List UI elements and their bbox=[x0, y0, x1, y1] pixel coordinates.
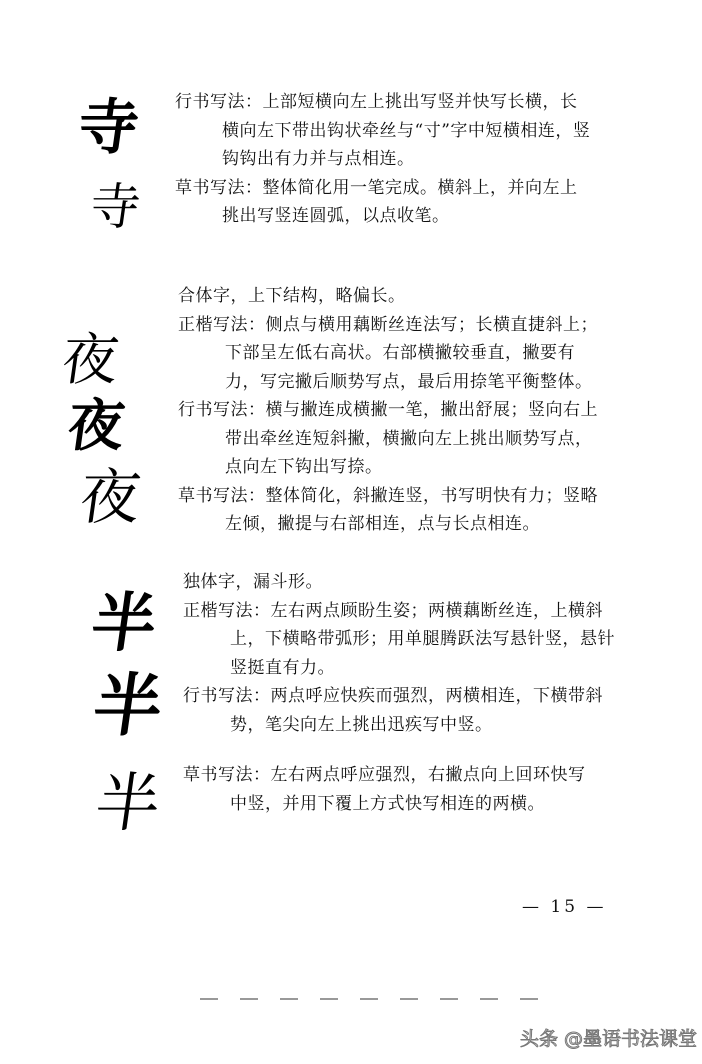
section-ye bbox=[178, 282, 598, 539]
paragraph-running-script bbox=[183, 682, 615, 739]
text-line: 合体字，上下结构，略偏长。 bbox=[178, 286, 406, 306]
text-line: 竖挺直有力。 bbox=[230, 657, 335, 678]
calligraphy-ban-cursive: 半 bbox=[90, 767, 166, 841]
text-line: 草书写法：整体简化用一笔完成。横斜上，并向左上 bbox=[175, 177, 578, 198]
text-line: 正楷写法：左右两点顾盼生姿；两横藕断丝连，上横斜 bbox=[183, 600, 603, 621]
calligraphy-ye-cursive: 夜 bbox=[75, 463, 145, 533]
paragraph-regular-script bbox=[178, 311, 598, 397]
paragraph-cursive-script bbox=[175, 174, 590, 231]
text-line: 正楷写法：侧点与横用藕断丝连法写；长横直捷斜上； bbox=[178, 314, 598, 335]
text-line: 草书写法：整体简化，斜撇连竖，书写明快有力；竖略 bbox=[178, 485, 598, 506]
text-line: 行书写法：两点呼应快疾而强烈，两横相连，下横带斜 bbox=[183, 686, 603, 706]
text-line: 行书写法：横与撇连成横撇一笔，撇出舒展；竖向右上 bbox=[178, 400, 598, 420]
paragraph-running-script bbox=[178, 396, 598, 482]
calligraphy-ban-regular: 半 bbox=[86, 586, 162, 661]
text-line: 下部呈左低右高状。右部横撇较垂直，撇要有 bbox=[225, 343, 575, 363]
watermark: 头条 @墨语书法课堂 bbox=[520, 1028, 698, 1050]
scan-artifact-line bbox=[200, 998, 540, 1000]
paragraph-cursive-script bbox=[178, 482, 598, 539]
text-line: 中竖，并用下覆上方式快写相连的两横。 bbox=[230, 793, 545, 814]
calligraphy-ban-running: 半 bbox=[88, 666, 168, 746]
text-line: 横向左下带出钩状牵丝与“寸”字中短横相连，竖 bbox=[222, 120, 591, 141]
section-si bbox=[175, 88, 590, 231]
text-line: 草书写法：左右两点呼应强烈，右撇点向上回环快写 bbox=[183, 765, 586, 785]
text-line: 带出牵丝连短斜撇，横撇向左上挑出顺势写点， bbox=[225, 428, 593, 449]
paragraph-running-script bbox=[175, 88, 590, 174]
text-line: 钩钩出有力并与点相连。 bbox=[222, 149, 415, 169]
text-line: 独体字，漏斗形。 bbox=[183, 572, 323, 592]
paragraph-structure bbox=[183, 568, 615, 597]
text-line: 点向左下钩出写捺。 bbox=[225, 457, 383, 477]
calligraphy-si-cursive: 寺 bbox=[85, 178, 145, 236]
text-line: 上，下横略带弧形；用单腿腾跃法写悬针竖，悬针 bbox=[230, 629, 615, 649]
section-ban bbox=[183, 568, 615, 818]
calligraphy-ye-running: 夜 bbox=[63, 393, 129, 459]
text-line: 挑出写竖连圆弧，以点收笔。 bbox=[222, 206, 450, 226]
paragraph-cursive-script bbox=[183, 761, 615, 818]
calligraphy-si-running: 寺 bbox=[73, 93, 143, 163]
paragraph-regular-script bbox=[183, 597, 615, 683]
paragraph-structure bbox=[178, 282, 598, 311]
page-number: — 15 — bbox=[522, 897, 607, 917]
calligraphy-ye-regular: 夜 bbox=[57, 328, 123, 393]
text-line: 左倾，撇提与右部相连，点与长点相连。 bbox=[225, 514, 540, 534]
text-line: 行书写法：上部短横向左上挑出写竖并快写长横，长 bbox=[175, 92, 578, 112]
text-line: 势，笔尖向左上挑出迅疾写中竖。 bbox=[230, 714, 493, 735]
text-line: 力，写完撇后顺势写点，最后用捺笔平衡整体。 bbox=[225, 371, 593, 392]
